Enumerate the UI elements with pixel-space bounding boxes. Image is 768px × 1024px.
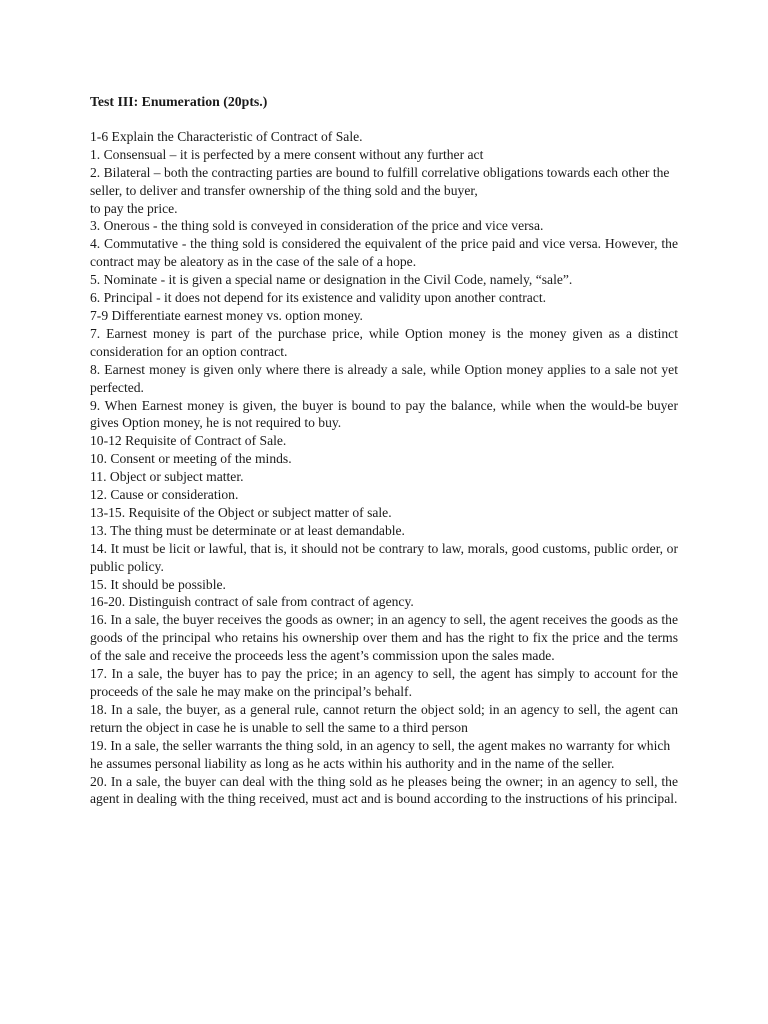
enumeration-item: 9. When Earnest money is given, the buyer is bound to pay the balance, while when the would-be buyer gives Option money, he is not required to buy.: [90, 397, 678, 431]
enumeration-item: 18. In a sale, the buyer, as a general rule, cannot return the object sold; in an agency to sell, the agent can return the object in case he is unable to sell the same to a third person: [90, 701, 678, 735]
enumeration-item: 7. Earnest money is part of the purchase price, while Option money is the money given as a distinct consideration for an option contract.: [90, 325, 678, 359]
enumeration-item: 10-12 Requisite of Contract of Sale.: [90, 433, 287, 449]
enumeration-item: 1-6 Explain the Characteristic of Contract of Sale.: [90, 128, 363, 144]
enumeration-item: 10. Consent or meeting of the minds.: [90, 451, 292, 467]
enumeration-item: 16. In a sale, the buyer receives the goods as owner; in an agency to sell, the agent receives the goods as the goods of the principal who retains his ownership over them and has the right to fix the price and the terms of the sale and receive the proceeds less the agent’s commission upon the sales made.: [90, 612, 678, 664]
enumeration-item: 15. It should be possible.: [90, 576, 226, 592]
document-body: [90, 128, 678, 808]
enumeration-item: 13. The thing must be determinate or at least demandable.: [90, 522, 405, 538]
enumeration-item: 12. Cause or consideration.: [90, 487, 239, 503]
test-title: Test III: Enumeration (20pts.): [90, 94, 268, 109]
enumeration-item: 11. Object or subject matter.: [90, 469, 244, 485]
enumeration-item: 16-20. Distinguish contract of sale from contract of agency.: [90, 594, 414, 610]
enumeration-item: 19. In a sale, the seller warrants the thing sold, in an agency to sell, the agent makes no warranty for which he assumes personal liability as long as he acts within his authority and in the name of the seller.: [90, 737, 671, 771]
document-page: [90, 93, 678, 808]
enumeration-item: 6. Principal - it does not depend for its existence and validity upon another contract.: [90, 290, 547, 306]
enumeration-item: 3. Onerous - the thing sold is conveyed in consideration of the price and vice versa.: [90, 218, 544, 234]
enumeration-item: 4. Commutative - the thing sold is considered the equivalent of the price paid and vice versa. However, the contract may be aleatory as in the case of the sale of a hope.: [90, 236, 678, 270]
enumeration-item: to pay the price.: [90, 200, 178, 216]
enumeration-item: 17. In a sale, the buyer has to pay the price; in an agency to sell, the agent has simply to account for the proceeds of the sale he may make on the principal’s behalf.: [90, 666, 678, 699]
enumeration-item: 14. It must be licit or lawful, that is, it should not be contrary to law, morals, good customs, public order, or public policy.: [90, 540, 678, 574]
enumeration-item: 20. In a sale, the buyer can deal with the thing sold as he pleases being the owner; in an agency to sell, the agent in dealing with the thing received, must act and is bound according to the instructions of his principal.: [90, 773, 678, 807]
enumeration-item: 1. Consensual – it is perfected by a mere consent without any further act: [90, 146, 484, 162]
enumeration-item: 2. Bilateral – both the contracting parties are bound to fulfill correlative obligations towards each other the seller, to deliver and transfer ownership of the thing sold and the buyer,: [90, 164, 670, 198]
enumeration-item: 7-9 Differentiate earnest money vs. option money.: [90, 307, 363, 323]
enumeration-item: 8. Earnest money is given only where there is already a sale, while Option money applies to a sale not yet perfected.: [90, 361, 678, 395]
enumeration-item: 13-15. Requisite of the Object or subject matter of sale.: [90, 504, 392, 520]
enumeration-item: 5. Nominate - it is given a special name or designation in the Civil Code, namely, “sale”.: [90, 272, 573, 288]
